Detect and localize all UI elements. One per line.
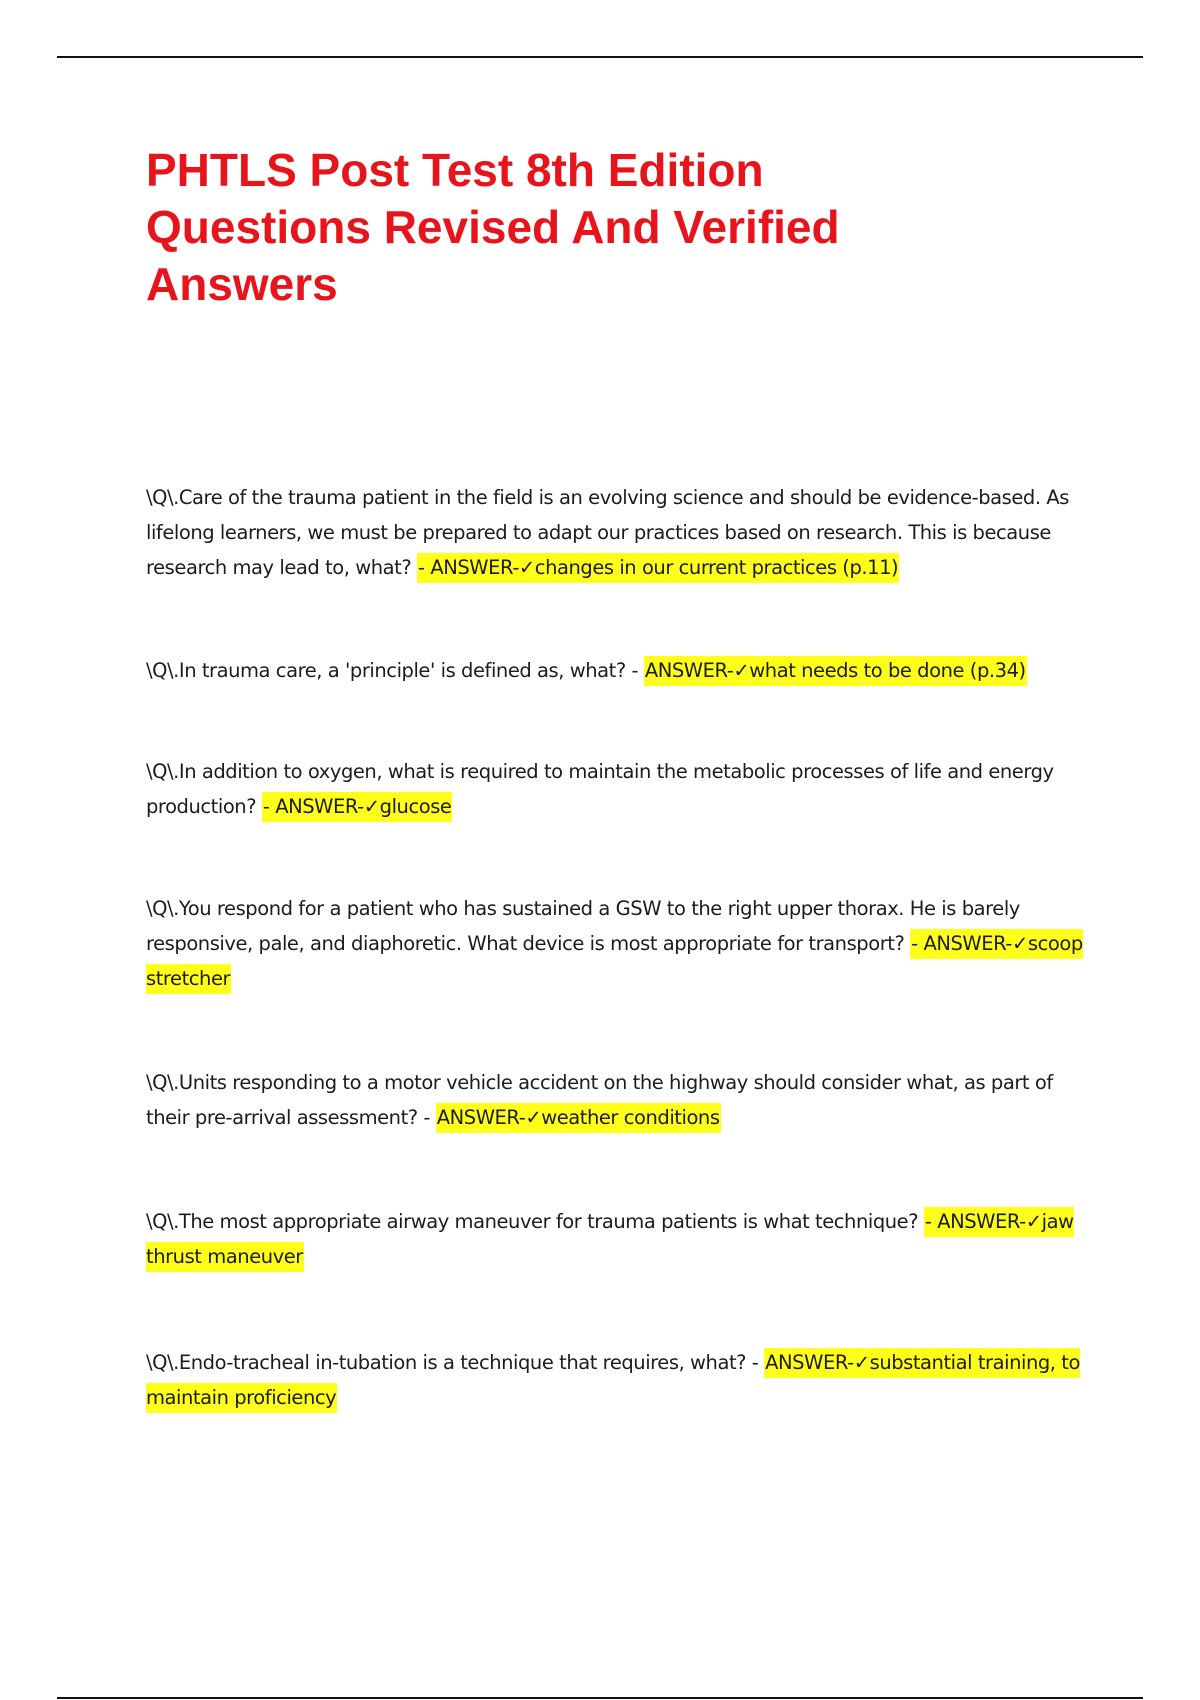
question-text: \Q\.The most appropriate airway maneuver for trauma patients is what technique?	[146, 1210, 924, 1233]
answer-prefix: ANSWER-✓	[436, 1106, 542, 1129]
answer-prefix: - ANSWER-✓	[911, 932, 1028, 955]
answer-text: glucose	[379, 795, 452, 818]
qa-item-1	[146, 480, 1096, 585]
answer-text: what needs to be done (p.34)	[749, 659, 1026, 682]
qa-item-4	[146, 891, 1096, 996]
answer-prefix: - ANSWER-✓	[924, 1210, 1042, 1233]
qa-item-2	[146, 653, 1096, 688]
bottom-rule	[57, 1697, 1143, 1699]
qa-item-7	[146, 1345, 1096, 1415]
answer-text: substantial training, to maintain proficiency	[146, 1351, 1080, 1409]
answer-prefix: - ANSWER-✓	[418, 556, 535, 579]
answer-highlight	[262, 792, 453, 822]
question-text: \Q\.In trauma care, a 'principle' is defined as, what? -	[146, 659, 644, 682]
answer-highlight	[436, 1103, 721, 1133]
question-text: \Q\.Units responding to a motor vehicle accident on the highway should consider what, as part of their pre-arrival assessment? -	[146, 1071, 1053, 1129]
answer-text: weather conditions	[541, 1106, 720, 1129]
question-text: \Q\.Care of the trauma patient in the field is an evolving science and should be evidence-based. As lifelong learners, we must be prepared to adapt our practices based on research. This is because research may lead to, what?	[146, 486, 1069, 579]
answer-highlight	[417, 553, 899, 583]
question-text: \Q\.Endo-tracheal in-tubation is a technique that requires, what? -	[146, 1351, 765, 1374]
answer-text: changes in our current practices (p.11)	[534, 556, 899, 579]
answer-highlight	[644, 656, 1027, 686]
answer-text: jaw thrust maneuver	[146, 1210, 1074, 1268]
qa-item-5	[146, 1065, 1096, 1135]
question-text: \Q\.In addition to oxygen, what is required to maintain the metabolic processes of life and energy production?	[146, 760, 1054, 818]
answer-prefix: ANSWER-✓	[644, 659, 750, 682]
question-text: \Q\.You respond for a patient who has sustained a GSW to the right upper thorax. He is barely responsive, pale, and diaphoretic. What device is most appropriate for transport?	[146, 897, 1020, 955]
answer-prefix: - ANSWER-✓	[262, 795, 380, 818]
top-rule	[57, 56, 1143, 58]
qa-item-3	[146, 754, 1096, 824]
document-title: PHTLS Post Test 8th Edition Questions Revised And Verified Answers	[146, 144, 840, 310]
qa-item-6	[146, 1204, 1096, 1274]
answer-text: scoop stretcher	[146, 932, 1083, 990]
answer-prefix: ANSWER-✓	[765, 1351, 870, 1374]
